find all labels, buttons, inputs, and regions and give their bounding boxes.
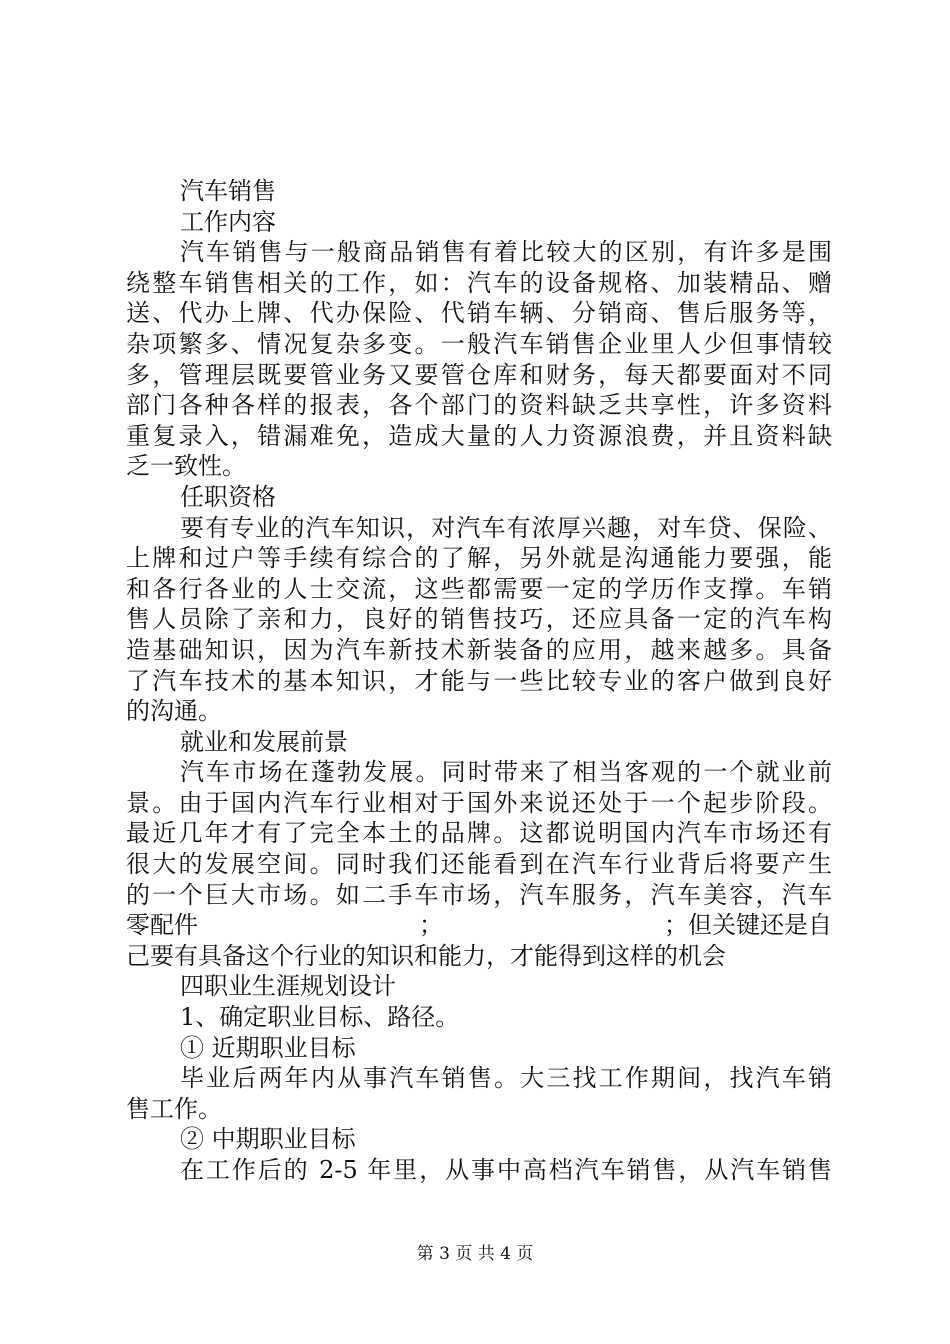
text-line: 在工作后的 2-5 年里，从事中高档汽车销售，从汽车销售 xyxy=(180,1156,832,1184)
text-line: 造基础知识，因为汽车新技术新装备的应用，越来越多。具备 xyxy=(126,635,832,664)
document-body xyxy=(126,176,832,1186)
text-line: 送、代办上牌、代办保险、代销车辆、分销商、售后服务等， xyxy=(126,299,832,328)
text-line: 乏一致性。 xyxy=(126,452,246,481)
page-number-footer: 第 3 页 共 4 页 xyxy=(416,1244,534,1264)
text-line: 毕业后两年内从事汽车销售。大三找工作期间，找汽车销 xyxy=(180,1064,832,1093)
text-line: 重复录入，错漏难免，造成大量的人力资源浪费，并且资料缺 xyxy=(126,421,832,450)
text-line: 景。由于国内汽车行业相对于国外来说还处于一个起步阶段。 xyxy=(126,788,832,817)
text-line: 己要有具备这个行业的知识和能力，才能得到这样的机会 xyxy=(126,941,726,970)
text-line: 1、确定职业目标、路径。 xyxy=(180,1003,460,1032)
text-line: 要有专业的汽车知识，对汽车有浓厚兴趣，对车贷、保险、 xyxy=(180,513,832,542)
text-block-main xyxy=(126,176,832,910)
text-line: 很大的发展空间。同时我们还能看到在汽车行业背后将要产生 xyxy=(126,850,832,879)
text-line: 就业和发展前景 xyxy=(180,727,348,756)
text-line: 部门各种各样的报表，各个部门的资料缺乏共享性，许多资料 xyxy=(126,391,832,420)
text-line: 售工作。 xyxy=(126,1094,222,1123)
text-line: 售人员除了亲和力，良好的销售技巧，还应具备一定的汽车构 xyxy=(126,605,832,634)
text-block-career-plan xyxy=(126,941,832,1186)
text-line: 四职业生涯规划设计 xyxy=(180,972,396,1001)
text-line: 工作内容 xyxy=(180,207,276,236)
text-segment: ； xyxy=(419,911,443,940)
text-line: 汽车销售与一般商品销售有着比较大的区别，有许多是围 xyxy=(180,238,832,267)
text-line: 的一个巨大市场。如二手车市场，汽车服务，汽车美容，汽车 xyxy=(126,880,832,909)
text-line-spread xyxy=(126,910,832,941)
text-line: 上牌和过户等手续有综合的了解，另外就是沟通能力要强，能 xyxy=(126,544,832,573)
text-line: ① 近期职业目标 xyxy=(180,1033,356,1062)
text-line: 多，管理层既要管业务又要管仓库和财务，每天都要面对不同 xyxy=(126,360,832,389)
text-line: 最近几年才有了完全本土的品牌。这都说明国内汽车市场还有 xyxy=(126,819,832,848)
text-line: 任职资格 xyxy=(180,482,276,511)
text-line: 了汽车技术的基本知识，才能与一些比较专业的客户做到良好 xyxy=(126,666,832,695)
text-line: 绕整车销售相关的工作，如：汽车的设备规格、加装精品、赠 xyxy=(126,268,832,297)
text-segment: ；但关键还是自 xyxy=(664,911,832,940)
text-segment: 零配件 xyxy=(126,911,198,940)
text-line: 和各行各业的人士交流，这些都需要一定的学历作支撑。车销 xyxy=(126,574,832,603)
text-line: ② 中期职业目标 xyxy=(180,1125,356,1154)
text-line: 杂项繁多、情况复杂多变。一般汽车销售企业里人少但事情较 xyxy=(126,329,832,358)
text-line: 汽车市场在蓬勃发展。同时带来了相当客观的一个就业前 xyxy=(180,758,832,787)
text-line: 的沟通。 xyxy=(126,697,222,726)
text-line: 汽车销售 xyxy=(180,177,276,205)
